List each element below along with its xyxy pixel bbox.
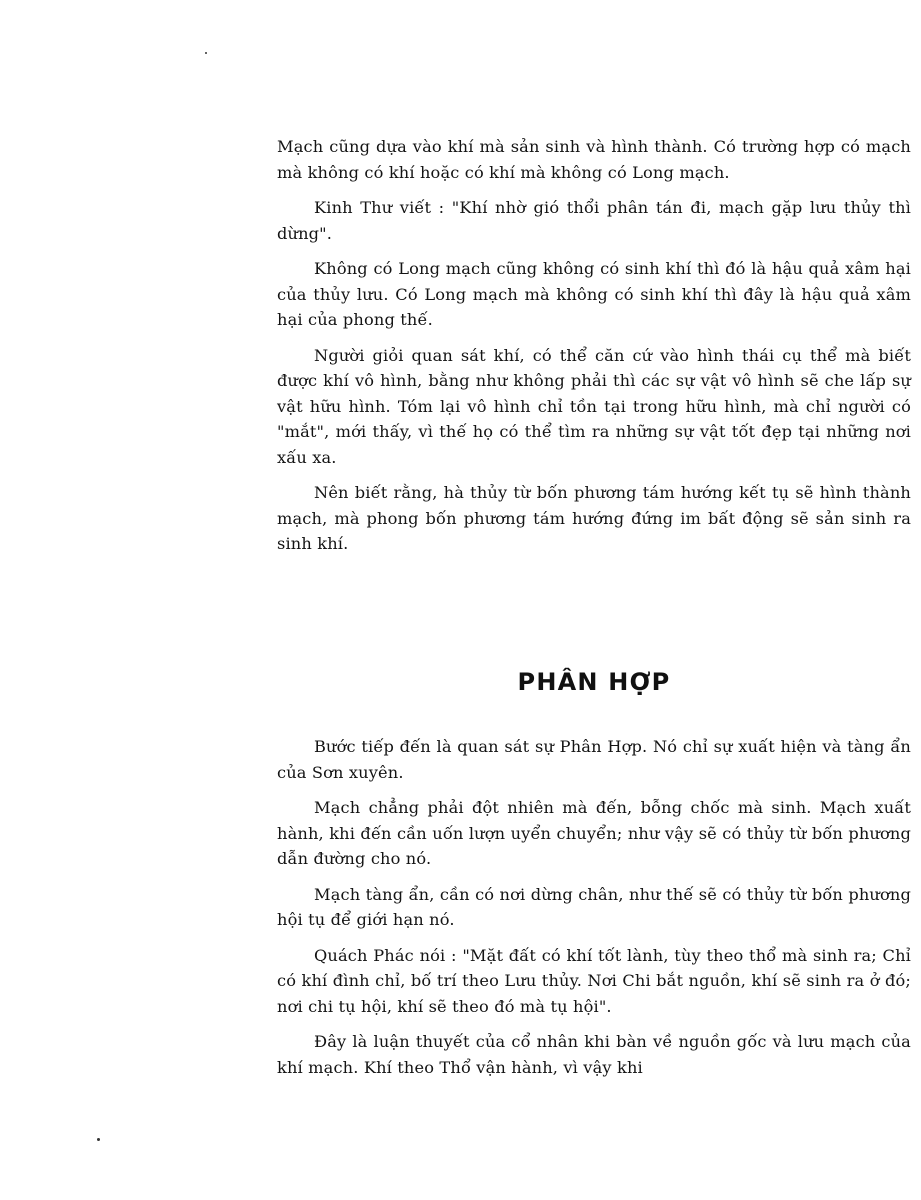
text-block-bottom xyxy=(277,734,911,1090)
paragraph: Kinh Thư viết : "Khí nhờ gió thổi phân tán đi, mạch gặp lưu thủy thì dừng". xyxy=(277,198,911,243)
text-block-top xyxy=(277,134,911,567)
paragraph: Mạch chẳng phải đột nhiên mà đến, bỗng chốc mà sinh. Mạch xuất hành, khi đến cần uốn lượn uyển chuyển; như vậy sẽ có thủy từ bốn phương dẫn đường cho nó. xyxy=(277,798,911,868)
scan-speck xyxy=(97,1138,100,1141)
paragraph: Mạch tàng ẩn, cần có nơi dừng chân, như thế sẽ có thủy từ bốn phương hội tụ để giới hạn nó. xyxy=(277,884,911,929)
section-heading: PHÂN HỢP xyxy=(517,668,671,696)
paragraph: Không có Long mạch cũng không có sinh khí thì đó là hậu quả xâm hại của thủy lưu. Có Long mạch mà không có sinh khí thì đây là hậu quả xâm hại của phong thế. xyxy=(277,259,911,329)
paragraph: Người giỏi quan sát khí, có thể căn cứ vào hình thái cụ thể mà biết được khí vô hình, bằng như không phải thì các sự vật vô hình sẽ che lấp sự vật hữu hình. Tóm lại vô hình chỉ tồn tại trong hữu hình, mà chỉ người có "mắt", mới thấy, vì thế họ có thể tìm ra những sự vật tốt đẹp tại những nơi xấu xa. xyxy=(277,345,911,467)
paragraph: Mạch cũng dựa vào khí mà sản sinh và hình thành. Có trường hợp có mạch mà không có khí hoặc có khí mà không có Long mạch. xyxy=(277,137,911,182)
paragraph: Nên biết rằng, hà thủy từ bốn phương tám hướng kết tụ sẽ hình thành mạch, mà phong bốn phương tám hướng đứng im bất động sẽ sản sinh ra sinh khí. xyxy=(277,483,911,553)
paragraph: Quách Phác nói : "Mặt đất có khí tốt lành, tùy theo thổ mà sinh ra; Chỉ có khí đình chỉ, bố trí theo Lưu thủy. Nơi Chi bắt nguồn, khí sẽ sinh ra ở đó; nơi chi tụ hội, khí sẽ theo đó mà tụ hội". xyxy=(277,945,911,1016)
paragraph: Đây là luận thuyết của cổ nhân khi bàn về nguồn gốc và lưu mạch của khí mạch. Khí theo Thổ vận hành, vì vậy khi xyxy=(277,1032,911,1077)
scan-speck xyxy=(205,52,207,54)
paragraph: Bước tiếp đến là quan sát sự Phân Hợp. Nó chỉ sự xuất hiện và tàng ẩn của Sơn xuyên. xyxy=(277,737,911,782)
